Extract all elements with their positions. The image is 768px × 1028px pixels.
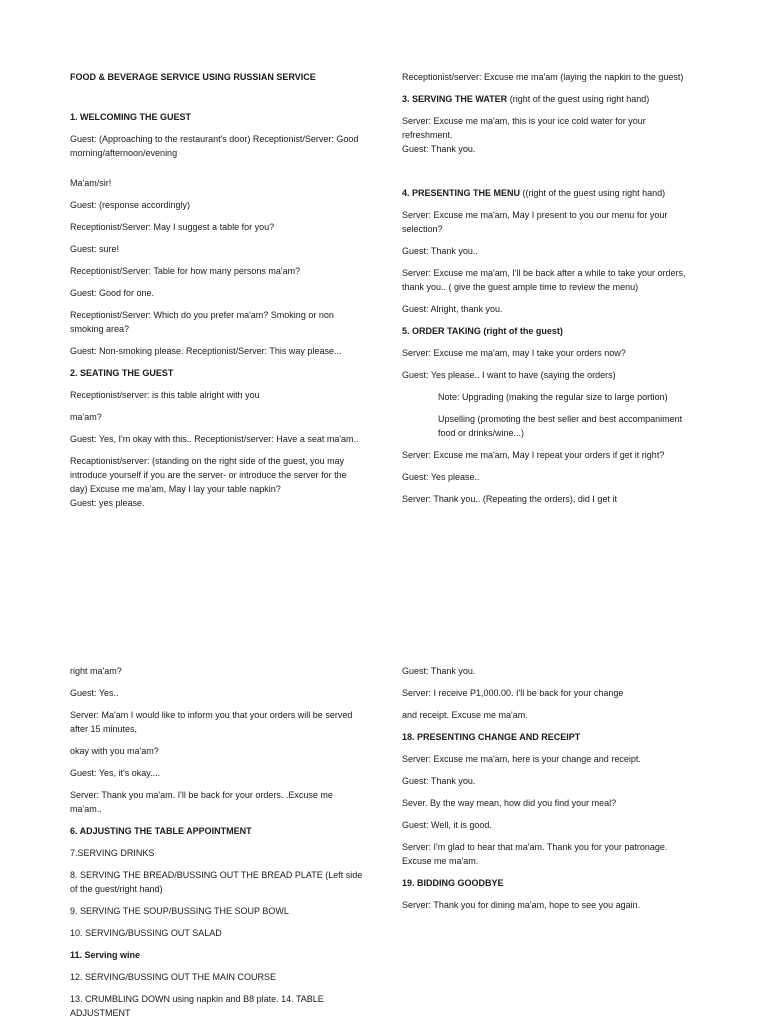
section-heading: 18. PRESENTING CHANGE AND RECEIPT xyxy=(402,732,581,742)
top-right-column xyxy=(402,70,698,514)
dialogue-line: Receptionist/Server: Table for how many persons ma'am? xyxy=(70,266,301,276)
dialogue-line: Receptionist/server: Excuse me ma'am (laying the napkin to the guest) xyxy=(402,72,684,82)
spacer xyxy=(70,160,366,168)
section-heading: 4. PRESENTING THE MENU xyxy=(402,188,521,198)
dialogue-line: Guest: (response accordingly) xyxy=(70,200,191,210)
dialogue-line: Server: Excuse me ma'am, this is your ice cold water for your refreshment. xyxy=(402,116,646,140)
dialogue-line: right ma'am? xyxy=(70,666,122,676)
section-heading: 1. WELCOMING THE GUEST xyxy=(70,112,192,122)
note-line: Note: Upgrading (making the regular size to large portion) xyxy=(438,392,668,402)
dialogue-line: and receipt. Excuse me ma'am. xyxy=(402,710,528,720)
dialogue-line: ma'am? xyxy=(70,412,102,422)
dialogue-line: Server: Excuse me ma'am, here is your change and receipt. xyxy=(402,754,641,764)
step-line: 13. CRUMBLING DOWN using napkin and B8 plate. 14. TABLE ADJUSTMENT xyxy=(70,994,324,1018)
dialogue-line: Guest: Thank you. xyxy=(402,144,476,154)
dialogue-line: Guest: Yes, it's okay.... xyxy=(70,768,161,778)
dialogue-line: Server: Ma'am I would like to inform you that your orders will be served after 15 minutes, xyxy=(70,710,353,734)
dialogue-line: Sever. By the way mean, how did you find your meal? xyxy=(402,798,617,808)
dialogue-line: Guest: Non-smoking please. Receptionist/Server: This way please... xyxy=(70,346,342,356)
dialogue-line: Server: Thank you.. (Repeating the orders), did I get it xyxy=(402,494,617,504)
dialogue-line: Guest: Good for one. xyxy=(70,288,155,298)
step-line: 12. SERVING/BUSSING OUT THE MAIN COURSE xyxy=(70,972,277,982)
section-heading-row xyxy=(402,92,698,106)
document-title: FOOD & BEVERAGE SERVICE USING RUSSIAN SERVICE xyxy=(70,72,316,82)
top-left-column xyxy=(70,70,366,518)
step-line: 9. SERVING THE SOUP/BUSSING THE SOUP BOWL xyxy=(70,906,289,916)
section-heading-row xyxy=(402,186,698,200)
dialogue-line: Ma'am/sir! xyxy=(70,178,112,188)
dialogue-line: Server: I'm glad to hear that ma'am. Thank you for your patronage. Excuse me ma'am. xyxy=(402,842,668,866)
dialogue-line: okay with you ma'am? xyxy=(70,746,159,756)
dialogue-line: Receptionist/Server: May I suggest a table for you? xyxy=(70,222,275,232)
note-line: Upselling (promoting the best seller and best accompaniment food or drinks/wine...) xyxy=(438,414,683,438)
section-note: (right of the guest using right hand) xyxy=(509,94,650,104)
spacer xyxy=(402,164,698,178)
step-line: 8. SERVING THE BREAD/BUSSING OUT THE BREAD PLATE (Left side of the guest/right hand) xyxy=(70,870,363,894)
step-line: 7.SERVING DRINKS xyxy=(70,848,155,858)
dialogue-line: Server: Excuse me ma'am, I'll be back after a while to take your orders, thank you.. ( give the guest ample time to review the menu) xyxy=(402,268,686,292)
dialogue-line: Server: Excuse me ma'am, May I repeat your orders if get it right? xyxy=(402,450,665,460)
dialogue-line: Guest: Thank you.. xyxy=(402,246,478,256)
dialogue-line: Guest: Thank you. xyxy=(402,776,476,786)
section-note: ((right of the guest using right hand) xyxy=(522,188,666,198)
dialogue-line: Receptionist/Server: Which do you prefer ma'am? Smoking or non smoking area? xyxy=(70,310,334,334)
dialogue-line: Server: I receive P1,000.00. I'll be back for your change xyxy=(402,688,624,698)
dialogue-line: Recaptionist/server: (standing on the right side of the guest, you may introduce yourself if you are the server- or introduce the server for the day) Excuse me ma'am, May I lay your table napkin? xyxy=(70,456,347,494)
section-heading: 5. ORDER TAKING (right of the guest) xyxy=(402,326,563,336)
dialogue-line: Guest: Yes please.. I want to have (saying the orders) xyxy=(402,370,616,380)
section-heading: 3. SERVING THE WATER xyxy=(402,94,508,104)
dialogue-line: Server: Excuse me ma'am, May I present to you our menu for your selection? xyxy=(402,210,668,234)
dialogue-line: Guest: yes please. xyxy=(70,498,145,508)
dialogue-line: Guest: Yes, I'm okay with this.. Receptionist/server: Have a seat ma'am.. xyxy=(70,434,359,444)
step-line: 10. SERVING/BUSSING OUT SALAD xyxy=(70,928,222,938)
dialogue-line: Guest: Thank you. xyxy=(402,666,476,676)
bottom-right-column xyxy=(402,664,698,920)
dialogue-line: Guest: Alright, thank you. xyxy=(402,304,503,314)
dialogue-line: Server: Thank you ma'am. I'll be back for your orders. .Excuse me ma'am.. xyxy=(70,790,333,814)
section-heading: 11. Serving wine xyxy=(70,950,141,960)
section-heading: 19. BIDDING GOODBYE xyxy=(402,878,504,888)
spacer xyxy=(70,84,366,102)
bottom-left-column xyxy=(70,664,366,1028)
dialogue-line: Guest: Yes.. xyxy=(70,688,119,698)
section-heading: 6. ADJUSTING THE TABLE APPOINTMENT xyxy=(70,826,252,836)
section-heading: 2. SEATING THE GUEST xyxy=(70,368,174,378)
dialogue-line: Server: Excuse me ma'am, may I take your orders now? xyxy=(402,348,626,358)
dialogue-line: Guest: (Approaching to the restaurant's door) Receptionist/Server: Good morning/afternoon/evening xyxy=(70,134,359,158)
dialogue-line: Guest: sure! xyxy=(70,244,120,254)
dialogue-line: Guest: Yes please.. xyxy=(402,472,480,482)
dialogue-line: Receptionist/server: is this table alright with you xyxy=(70,390,260,400)
dialogue-line: Guest: Well, it is good. xyxy=(402,820,492,830)
dialogue-line: Server: Thank you for dining ma'am, hope to see you again. xyxy=(402,900,641,910)
